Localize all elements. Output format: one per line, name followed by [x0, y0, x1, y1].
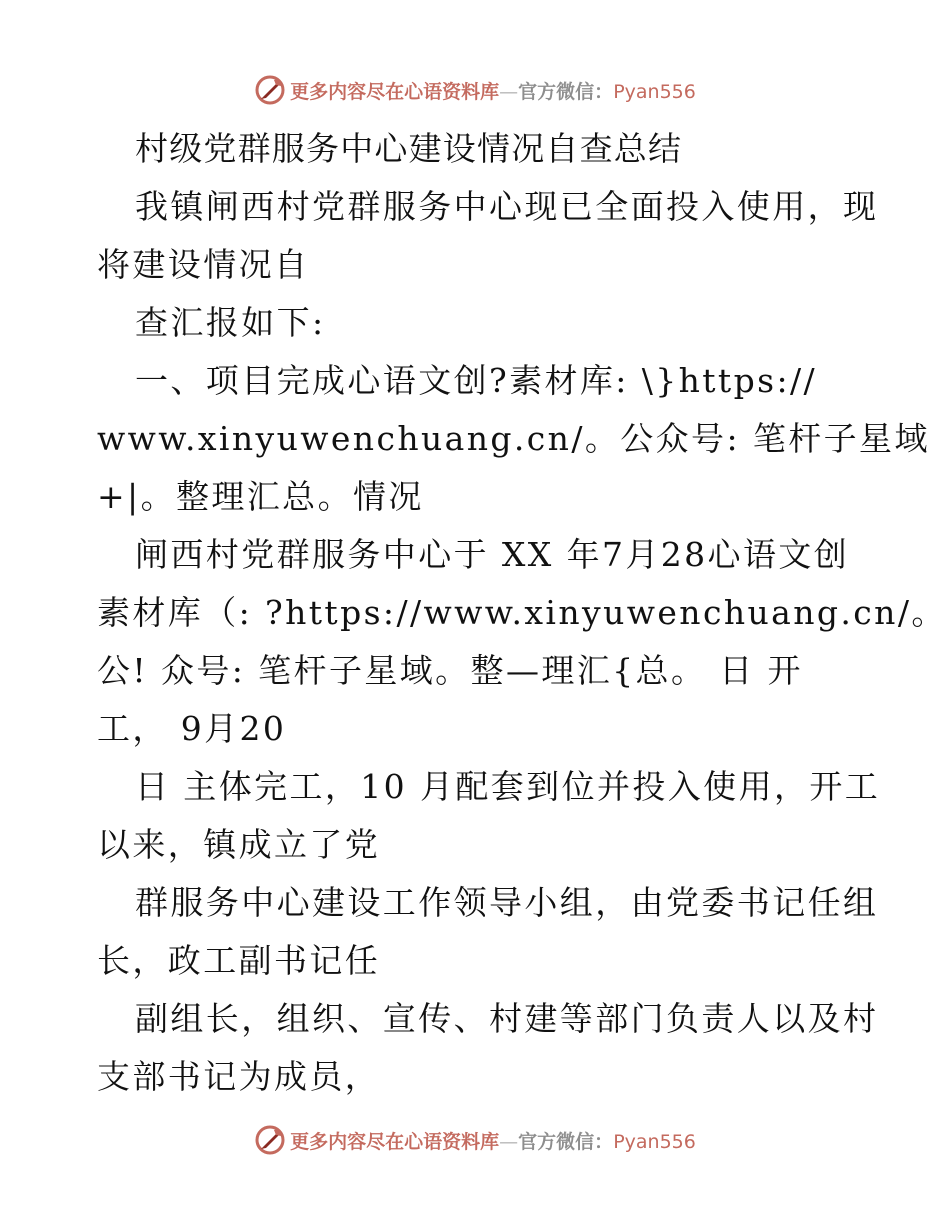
quill-logo-icon	[254, 74, 286, 106]
watermark-official: 官方微信：	[518, 1130, 614, 1153]
paragraph-line: 以来，镇成立了党	[97, 825, 381, 864]
watermark-main: 更多内容尽在心语资料库	[290, 1130, 500, 1153]
watermark-dash: —	[499, 80, 519, 103]
paragraph-line: 公! 众号: 笔杆子星域。整—理汇{总。 日 开	[97, 651, 803, 690]
paragraph-line: 查汇报如下:	[135, 303, 326, 342]
paragraph-line: 闸西村党群服务中心于 XX 年7月28心语文创	[135, 535, 850, 574]
watermark-dash: —	[499, 1130, 519, 1153]
paragraph-line: 我镇闸西村党群服务中心现已全面投入使用，现	[135, 187, 879, 226]
paragraph-line: 日 主体完工，10 月配套到位并投入使用，开工	[135, 767, 881, 806]
footer-watermark-banner	[0, 1118, 950, 1162]
watermark-id: Pyan556	[613, 80, 696, 103]
watermark-text	[290, 1127, 696, 1154]
header-watermark-banner	[0, 68, 950, 112]
paragraph-line: 一、项目完成心语文创?素材库: \}https://	[135, 361, 818, 400]
document-title: 村级党群服务中心建设情况自查总结	[135, 129, 683, 168]
paragraph-line: www.xinyuwenchuang.cn/。公众号: 笔杆子星域	[97, 419, 930, 458]
document-body	[97, 120, 947, 1106]
watermark-main: 更多内容尽在心语资料库	[290, 80, 500, 103]
paragraph-line: 支部书记为成员，	[97, 1057, 381, 1096]
watermark-text	[290, 77, 696, 104]
paragraph-line: 群服务中心建设工作领导小组，由党委书记任组	[135, 883, 879, 922]
paragraph-line: 素材库（: ?https://www.xinyuwenchuang.cn/。	[97, 593, 947, 632]
paragraph-line: 将建设情况自	[97, 245, 310, 284]
paragraph-line: 副组长，组织、宣传、村建等部门负责人以及村	[135, 999, 879, 1038]
paragraph-line: +|。整理汇总。情况	[97, 477, 424, 516]
quill-logo-icon	[254, 1124, 286, 1156]
paragraph-line: 长，政工副书记任	[97, 941, 381, 980]
watermark-id: Pyan556	[613, 1130, 696, 1153]
watermark-official: 官方微信：	[518, 80, 614, 103]
paragraph-line: 工， 9月20	[97, 709, 287, 748]
